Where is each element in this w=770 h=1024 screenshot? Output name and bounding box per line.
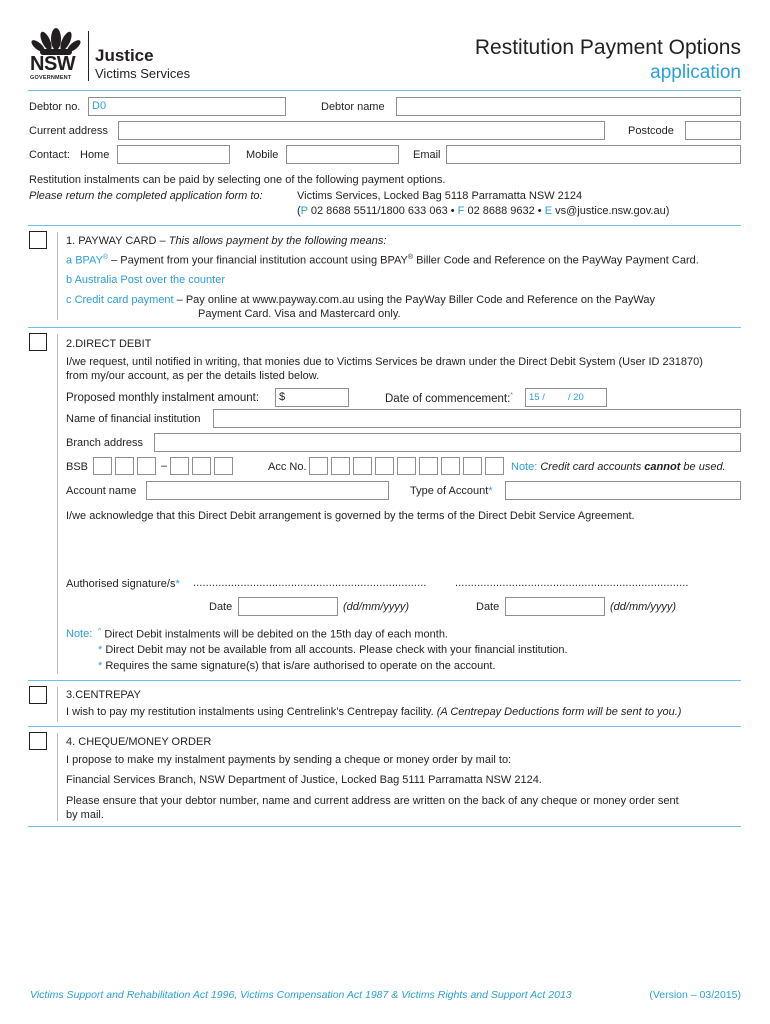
date-format-2: (dd/mm/yyyy) (610, 601, 676, 613)
org-sub: Victims Services (95, 66, 191, 81)
commence-year: / 20 (568, 392, 584, 403)
section1-rule (28, 327, 741, 328)
date-label-2: Date (476, 601, 500, 613)
account-type-field[interactable] (505, 481, 741, 500)
credit-card-note-label: Note: (511, 461, 538, 473)
option-a-reg2: ® (407, 254, 414, 261)
debtor-name-label: Debtor name (321, 101, 385, 113)
note-2-mark: * (98, 644, 103, 656)
section4-number: 4. (66, 736, 76, 748)
account-type-text: Type of Account (410, 485, 489, 497)
section4-title: CHEQUE/MONEY ORDER (78, 736, 212, 748)
nsw-logo (30, 27, 82, 83)
address-label: Current address (29, 125, 108, 137)
branch-label: Branch address (66, 437, 144, 449)
bsb-digit-6[interactable] (214, 457, 233, 475)
commence-label (385, 392, 513, 405)
signature-label-text: Authorised signature/s (66, 578, 176, 590)
note-1-text: Direct Debit instalments will be debited on the 15th day of each month. (101, 628, 448, 641)
postcode-field[interactable] (685, 121, 741, 140)
commence-mark: * (510, 392, 514, 399)
option-a-text: – Payment from your financial institution account using BPAY (108, 254, 408, 267)
acc-digit-2[interactable] (331, 457, 350, 475)
section4-rule (28, 826, 741, 827)
signature-label (66, 578, 180, 590)
option-a-text2: Biller Code and Reference on the PayWay Payment Card. (413, 254, 699, 267)
debtor-no-label: Debtor no. (29, 101, 81, 113)
email-field[interactable] (446, 145, 741, 164)
cheque-checkbox[interactable] (29, 732, 47, 750)
option-a-reg: ® (102, 254, 109, 261)
return-address: Victims Services, Locked Bag 5118 Parramatta NSW 2124 (297, 190, 583, 202)
acc-digit-8[interactable] (463, 457, 482, 475)
commence-day: 15 / (529, 392, 545, 403)
option-c-name: Credit card payment (74, 294, 174, 306)
section1-heading (66, 235, 386, 247)
date-format-1: (dd/mm/yyyy) (343, 601, 409, 613)
centrepay-text-italic: (A Centrepay Deductions form will be sent to you.) (436, 706, 682, 718)
acc-label: Acc No. (268, 461, 307, 473)
centrepay-checkbox[interactable] (29, 686, 47, 704)
phone-letter: P (300, 205, 308, 217)
mobile-label: Mobile (246, 149, 279, 161)
date-field-1[interactable] (238, 597, 338, 616)
centrepay-text (66, 706, 681, 718)
contact-email: vs@justice.nsw.gov.au) (552, 205, 670, 217)
section2-rule (28, 680, 741, 681)
section3-title: CENTREPAY (75, 689, 141, 701)
note-3 (98, 660, 495, 672)
acc-digit-6[interactable] (419, 457, 438, 475)
section4-heading (66, 736, 211, 748)
account-name-field[interactable] (146, 481, 389, 500)
section3-heading (66, 689, 141, 701)
page-subtitle: application (650, 62, 741, 83)
signature-line-1[interactable]: .......................................................................... (193, 577, 427, 589)
commence-field[interactable] (525, 388, 607, 407)
cheque-line3: Please ensure that your debtor number, name and current address are written on the back of any cheque or money order sent (66, 795, 679, 807)
logo-divider (88, 31, 89, 81)
acc-digit-5[interactable] (397, 457, 416, 475)
org-main: Justice (95, 46, 154, 65)
credit-card-note-bold: cannot (644, 461, 681, 473)
cheque-line4: by mail. (66, 809, 104, 821)
account-name-label: Account name (66, 485, 137, 497)
option-c-url[interactable]: www.payway.com.au (252, 294, 355, 306)
acc-digit-3[interactable] (353, 457, 372, 475)
bsb-digit-4[interactable] (170, 457, 189, 475)
home-phone-field[interactable] (117, 145, 230, 164)
account-type-mark: * (488, 485, 493, 497)
notes-label: Note: (66, 628, 93, 640)
acc-digit-7[interactable] (441, 457, 460, 475)
centrepay-text-main: I wish to pay my restitution instalments using Centrelink’s Centrepay facility. (66, 706, 437, 718)
intro-line: Restitution instalments can be paid by selecting one of the following payment options. (29, 174, 446, 186)
section1-title-italic: This allows payment by the following means: (168, 235, 387, 247)
debtor-no-field[interactable] (88, 97, 286, 116)
note-1 (98, 628, 448, 641)
bsb-dash: – (161, 460, 168, 472)
section3-rule (28, 726, 741, 727)
amount-prefix: $ (279, 391, 286, 403)
payway-checkbox[interactable] (29, 231, 47, 249)
account-type-label (410, 485, 493, 497)
option-b-letter: b (66, 274, 73, 286)
signature-mark: * (175, 578, 180, 590)
direct-debit-para2: from my/our account, as per the details listed below. (66, 370, 320, 382)
option-c (66, 294, 655, 306)
nsw-wordmark: NSW (30, 53, 76, 75)
amount-label: Proposed monthly instalment amount: (66, 392, 260, 404)
signature-line-2[interactable]: .......................................................................... (455, 577, 689, 589)
phone-number: 02 8688 5511/1800 633 063 • (307, 205, 458, 217)
fax-number: 02 8688 9632 • (464, 205, 545, 217)
note-2 (98, 644, 568, 656)
debtor-name-field[interactable] (396, 97, 741, 116)
footer-version: (Version – 03/2015) (649, 989, 741, 1001)
credit-card-note-text2: be used. (680, 461, 726, 473)
section1-title: PAYWAY CARD – (78, 235, 169, 247)
option-c-text3: Payment Card. Visa and Mastercard only. (198, 308, 401, 320)
contact-line (297, 205, 669, 217)
cheque-line1: I propose to make my instalment payments by sending a cheque or money order by mail to: (66, 754, 512, 766)
intro-rule (28, 225, 741, 226)
mobile-field[interactable] (286, 145, 399, 164)
institution-label: Name of financial institution (66, 413, 201, 425)
credit-card-note (511, 461, 726, 473)
bsb-digit-5[interactable] (192, 457, 211, 475)
option-b (66, 274, 225, 286)
note-1-mark: ^ (98, 628, 102, 635)
note-3-text: Requires the same signature(s) that is/are authorised to operate on the account. (102, 660, 496, 672)
date-label-1: Date (209, 601, 233, 613)
debtor-no-value: D0 (92, 100, 107, 112)
cheque-line2: Financial Services Branch, NSW Department of Justice, Locked Bag 5111 Parramatta NSW 2124. (66, 774, 542, 786)
postcode-label: Postcode (628, 125, 674, 137)
page-title: Restitution Payment Options (474, 36, 741, 59)
section1-bar (57, 232, 58, 320)
bsb-digit-3[interactable] (137, 457, 156, 475)
institution-field[interactable] (213, 409, 741, 428)
direct-debit-checkbox[interactable] (29, 333, 47, 351)
section3-number: 3. (66, 689, 76, 701)
option-b-text: Australia Post over the counter (74, 274, 225, 286)
header-rule (28, 90, 741, 91)
home-label: Home (80, 149, 110, 161)
branch-field[interactable] (154, 433, 741, 452)
direct-debit-para1: I/we request, until notified in writing, that monies due to Victims Services be drawn under the Direct Debit System (User ID 231870) (66, 356, 703, 368)
bsb-label: BSB (66, 461, 89, 473)
acc-digit-9[interactable] (485, 457, 504, 475)
address-field[interactable] (118, 121, 605, 140)
government-wordmark: GOVERNMENT (30, 75, 72, 81)
option-a (66, 254, 699, 267)
amount-field[interactable] (275, 388, 349, 407)
option-c-text2: using the PayWay Biller Code and Reference on the PayWay (354, 294, 656, 306)
note-2-text: Direct Debit may not be available from all accounts. Please check with your financial institution. (102, 644, 568, 656)
contact-open: ( (297, 205, 301, 217)
acc-digit-4[interactable] (375, 457, 394, 475)
section2-heading (66, 338, 151, 350)
note-3-mark: * (98, 660, 103, 672)
credit-card-note-text: Credit card accounts (537, 461, 645, 473)
option-c-letter: c (66, 294, 72, 306)
email-label: Email (413, 149, 441, 161)
email-letter: E (544, 205, 553, 217)
section4-bar (57, 733, 58, 821)
section2-bar (57, 334, 58, 674)
option-a-name: BPAY (75, 254, 103, 267)
section1-number: 1. (66, 235, 76, 247)
bsb-digit-2[interactable] (115, 457, 134, 475)
acknowledge-text: I/we acknowledge that this Direct Debit arrangement is governed by the terms of the Direct Debit Service Agreement. (66, 510, 635, 522)
acc-digit-1[interactable] (309, 457, 328, 475)
contact-label: Contact: (29, 149, 70, 161)
bsb-digit-1[interactable] (93, 457, 112, 475)
option-c-text: – Pay online at (173, 294, 253, 306)
date-field-2[interactable] (505, 597, 605, 616)
section2-title: DIRECT DEBIT (75, 338, 152, 350)
section3-bar (57, 687, 58, 722)
section2-number: 2. (66, 338, 76, 350)
footer-acts: Victims Support and Rehabilitation Act 1996, Victims Compensation Act 1987 & Victims Rights and Support Act 2013 (30, 989, 572, 1001)
fax-letter: F (457, 205, 465, 217)
return-label: Please return the completed application form to: (29, 190, 263, 202)
option-a-letter: a (66, 254, 73, 267)
commence-label-text: Date of commencement: (385, 392, 511, 405)
